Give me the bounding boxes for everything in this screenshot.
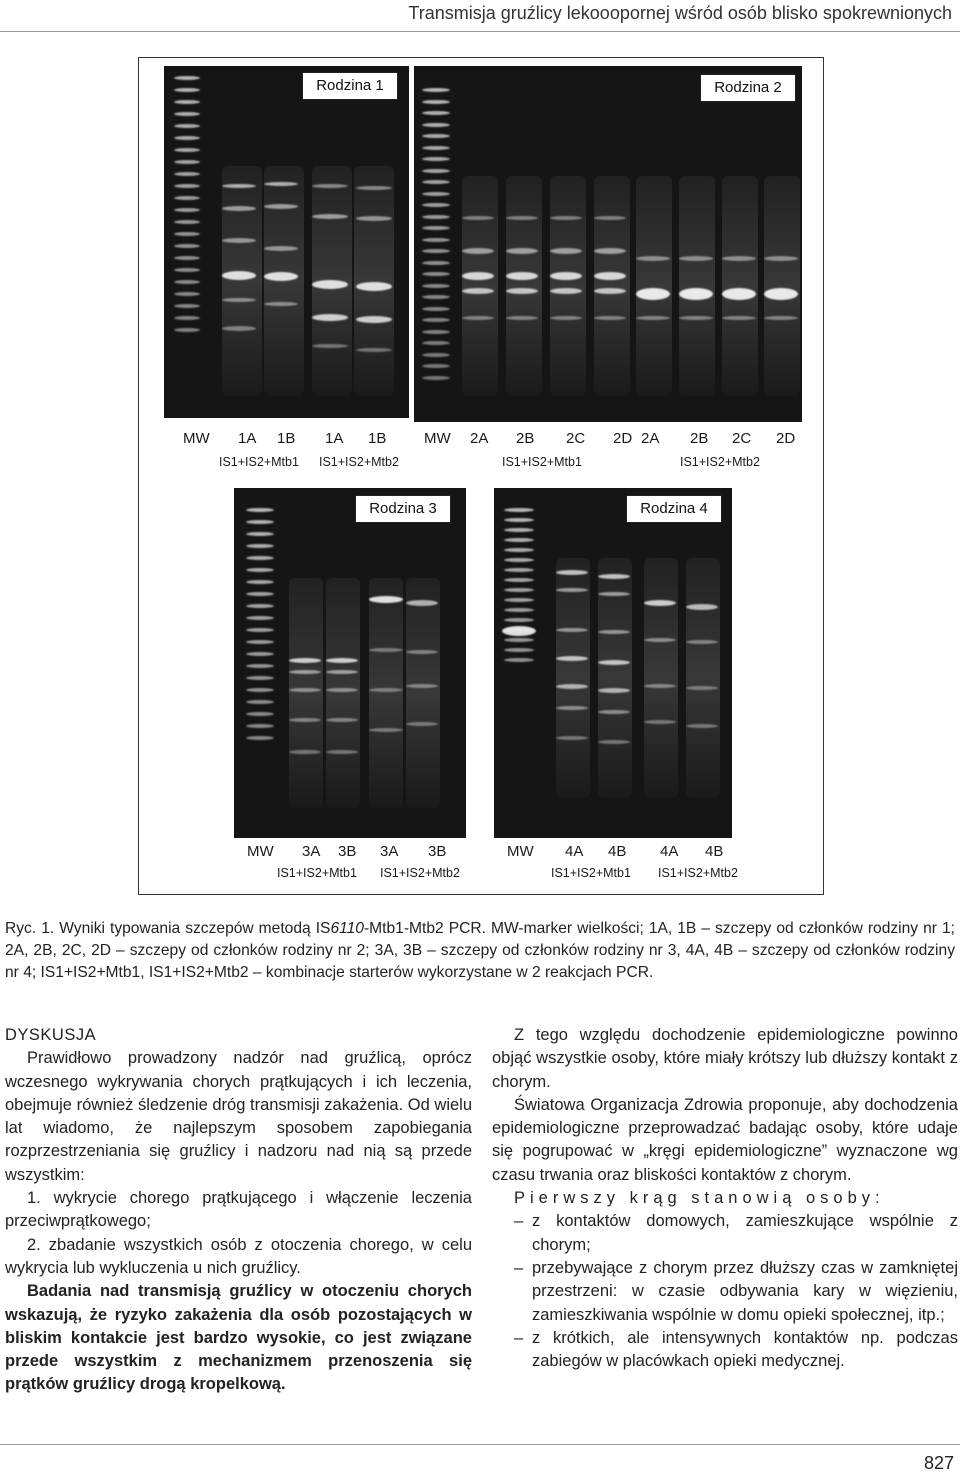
gel-band xyxy=(246,676,274,680)
caption-prefix: Ryc. 1. Wyniki typowania szczepów metodą IS xyxy=(5,920,331,937)
gel-band xyxy=(422,192,450,196)
gel-smear xyxy=(462,176,498,396)
gel-band xyxy=(422,272,450,276)
gel-band xyxy=(686,724,718,728)
gel-band xyxy=(246,628,274,632)
gel-smear xyxy=(679,176,715,396)
gel-band xyxy=(594,216,626,220)
gel-band xyxy=(422,123,450,127)
primer-label: IS1+IS2+Mtb2 xyxy=(380,866,460,880)
gel-band xyxy=(246,604,274,608)
gel-band xyxy=(264,272,298,281)
gel-band xyxy=(289,750,321,754)
gel-band xyxy=(174,316,200,320)
gel-band xyxy=(506,316,538,320)
gel-band xyxy=(764,316,798,320)
gel-band xyxy=(174,244,200,248)
gel-band xyxy=(598,592,630,596)
gel-band xyxy=(422,249,450,253)
gel-band xyxy=(246,580,274,584)
gel-band xyxy=(504,648,534,652)
gel-band xyxy=(644,720,676,724)
dash-text: przebywające z chorym przez dłuższy czas w zamkniętej przestrzeni: w czasie odbywania kary w więzieniu, zamieszkiwania wspólnie w domu opieki społecznej, itp.; xyxy=(532,1258,958,1324)
lane-label: 4A xyxy=(660,843,679,860)
gel-band xyxy=(594,248,626,254)
gel-band xyxy=(686,686,718,690)
gel-band xyxy=(174,256,200,260)
caption-italic: 6110 xyxy=(330,920,364,937)
gel-band xyxy=(504,558,534,562)
gel-band xyxy=(326,688,358,692)
gel-band xyxy=(422,341,450,345)
gel-band xyxy=(222,271,256,280)
lane-label: MW xyxy=(247,843,274,860)
gel-band xyxy=(369,648,403,652)
gel-band xyxy=(462,316,494,320)
gel-band xyxy=(326,750,358,754)
gel-smear xyxy=(369,578,403,808)
gel-band xyxy=(264,204,298,209)
right-column xyxy=(492,1024,958,1373)
gel-band xyxy=(312,314,348,321)
primer-label: IS1+IS2+Mtb1 xyxy=(502,455,582,469)
gel-band xyxy=(406,722,438,726)
dash-text: z kontaktów domowych, zamieszkujące wspólnie z chorym; xyxy=(532,1212,958,1254)
gel-band xyxy=(644,684,676,688)
panel-title-rodzina-3: Rodzina 3 xyxy=(355,495,451,523)
gel-smear xyxy=(764,176,800,396)
gel-band xyxy=(246,532,274,536)
gel-band xyxy=(246,544,274,548)
gel-band xyxy=(289,718,321,722)
gel-band xyxy=(422,146,450,150)
gel-band xyxy=(264,302,298,306)
gel-smear xyxy=(644,558,678,798)
gel-band xyxy=(636,288,670,300)
gel-band xyxy=(679,288,713,300)
gel-band xyxy=(312,184,348,188)
gel-band xyxy=(462,288,494,294)
gel-band xyxy=(504,508,534,512)
list-item: 2. zbadanie wszystkich osób z otoczenia chorego, w celu wykrycia lub wykluczenia u nich gruźlicy. xyxy=(5,1235,472,1277)
gel-band xyxy=(406,600,438,606)
lane-label: 4B xyxy=(705,843,724,860)
panel-title-rodzina-4: Rodzina 4 xyxy=(626,495,722,523)
gel-band xyxy=(312,280,348,289)
gel-band xyxy=(550,216,582,220)
gel-band xyxy=(406,650,438,654)
gel-band xyxy=(504,528,534,532)
gel-band xyxy=(222,298,256,302)
dash-list-item xyxy=(492,1327,958,1374)
gel-band xyxy=(264,182,298,186)
gel-band xyxy=(686,640,718,644)
primer-label: IS1+IS2+Mtb1 xyxy=(551,866,631,880)
gel-smear xyxy=(722,176,758,396)
gel-band xyxy=(764,288,798,300)
gel-band xyxy=(506,288,538,294)
gel-band xyxy=(504,578,534,582)
gel-band xyxy=(422,203,450,207)
lane-label: 2B xyxy=(690,430,709,447)
gel-band xyxy=(598,574,630,579)
gel-smear xyxy=(556,558,590,798)
gel-band xyxy=(246,640,274,644)
left-column xyxy=(5,1024,472,1397)
gel-band xyxy=(556,628,588,632)
gel-band xyxy=(462,216,494,220)
primer-label: IS1+IS2+Mtb1 xyxy=(277,866,357,880)
gel-band xyxy=(289,688,321,692)
gel-band xyxy=(594,288,626,294)
gel-band xyxy=(504,638,534,642)
gel-band xyxy=(506,272,538,280)
gel-band xyxy=(246,712,274,716)
gel-band xyxy=(636,316,670,320)
gel-band xyxy=(356,348,392,352)
gel-band xyxy=(422,284,450,288)
lane-label: 3B xyxy=(428,843,447,860)
running-header: Transmisja gruźlicy lekooopornej wśród osób blisko spokrewnionych xyxy=(408,3,952,23)
gel-band xyxy=(550,248,582,254)
gel-band xyxy=(504,608,534,612)
gel-band xyxy=(174,76,200,80)
gel-band xyxy=(246,556,274,560)
gel-smear xyxy=(264,166,304,396)
gel-band xyxy=(422,169,450,173)
gel-smear xyxy=(406,578,440,808)
gel-band xyxy=(764,256,798,261)
gel-band xyxy=(246,736,274,740)
lane-label: 2C xyxy=(566,430,586,447)
gel-band xyxy=(422,318,450,322)
gel-band xyxy=(679,256,713,261)
primer-label: IS1+IS2+Mtb2 xyxy=(680,455,760,469)
gel-band xyxy=(636,256,670,261)
gel-band xyxy=(246,592,274,596)
gel-band xyxy=(174,184,200,188)
gel-band xyxy=(422,226,450,230)
gel-band xyxy=(506,216,538,220)
dash-symbol: – xyxy=(514,1328,524,1347)
gel-band xyxy=(174,124,200,128)
gel-smear xyxy=(354,166,394,396)
gel-band xyxy=(644,600,676,606)
gel-band xyxy=(174,160,200,164)
primer-label: IS1+IS2+Mtb2 xyxy=(319,455,399,469)
gel-band xyxy=(422,238,450,242)
dash-list-item xyxy=(492,1210,958,1257)
gel-smear xyxy=(594,176,630,396)
figure-caption xyxy=(5,918,955,984)
gel-band xyxy=(594,316,626,320)
gel-band xyxy=(598,740,630,744)
primer-label: IS1+IS2+Mtb1 xyxy=(219,455,299,469)
lane-label: 1A xyxy=(238,430,257,447)
lane-label: 2A xyxy=(470,430,489,447)
gel-smear xyxy=(636,176,672,396)
gel-image-rodzina-3 xyxy=(234,488,466,838)
dash-text: z krótkich, ale intensywnych kontaktów np. podczas zabiegów w placówkach opieki medycznej. xyxy=(532,1328,958,1371)
lane-label: 4A xyxy=(565,843,584,860)
gel-band xyxy=(174,232,200,236)
gel-band xyxy=(422,330,450,334)
gel-smear xyxy=(289,578,323,808)
lane-label: 4B xyxy=(608,843,627,860)
gel-band xyxy=(506,248,538,254)
gel-image-rodzina-1 xyxy=(164,66,409,418)
gel-band xyxy=(504,538,534,542)
gel-band xyxy=(264,246,298,251)
gel-band xyxy=(422,111,450,115)
gel-band xyxy=(422,376,450,380)
gel-band xyxy=(679,316,713,320)
lane-label: 1B xyxy=(368,430,387,447)
gel-band xyxy=(289,658,321,663)
gel-band xyxy=(326,718,358,722)
gel-band xyxy=(174,268,200,272)
gel-band xyxy=(422,100,450,104)
gel-band xyxy=(550,272,582,280)
gel-band xyxy=(556,588,588,592)
gel-band xyxy=(504,548,534,552)
list-item: 1. wykrycie chorego prątkującego i włączenie leczenia przeciwprątkowego; xyxy=(5,1189,472,1231)
gel-band xyxy=(422,364,450,368)
gel-band xyxy=(174,208,200,212)
gel-band xyxy=(356,186,392,190)
lane-label: MW xyxy=(183,430,210,447)
caption-suffix: -Mtb1-Mtb2 PCR. MW-marker wielkości; 1A, 1B – szczepy od członków rodziny nr 1; 2A, 2B, 2C, 2D – szczepy od członków rodziny nr 2; 3A, 3B – szczepy od członków rodziny nr 3, 4A, 4B – szczepy od członków rodziny nr 4; IS1+IS2+Mtb1, IS1+IS2+Mtb2 – kombinacje starterów wykorzystane w 2 reakcjach PCR. xyxy=(5,920,955,981)
lane-label: 3A xyxy=(380,843,399,860)
gel-band xyxy=(326,658,358,663)
lane-label: 3A xyxy=(302,843,321,860)
gel-band xyxy=(174,100,200,104)
lane-label: 2D xyxy=(613,430,633,447)
gel-image-rodzina-2 xyxy=(414,66,802,422)
header-rule xyxy=(0,31,960,32)
gel-band xyxy=(174,112,200,116)
gel-band xyxy=(326,670,358,674)
gel-band xyxy=(174,196,200,200)
gel-band xyxy=(246,664,274,668)
gel-band xyxy=(422,295,450,299)
dash-list-item xyxy=(492,1257,958,1327)
gel-band xyxy=(722,316,756,320)
gel-band xyxy=(504,658,534,662)
gel-band xyxy=(594,272,626,280)
paragraph: Światowa Organizacja Zdrowia proponuje, aby dochodzenia epidemiologiczne przeprowadzać badając osoby, które udaje się pogrupować w „kręgi epidemiologiczne” wyznaczone wg czasu trwania oraz bliskości kontaktów z chorym. xyxy=(492,1095,958,1184)
lane-label: 2A xyxy=(641,430,660,447)
gel-band xyxy=(556,570,588,575)
lane-label: 2C xyxy=(732,430,752,447)
gel-band xyxy=(504,588,534,592)
gel-band xyxy=(462,248,494,254)
gel-band xyxy=(504,568,534,572)
gel-band xyxy=(246,568,274,572)
gel-band xyxy=(422,134,450,138)
gel-band xyxy=(462,272,494,280)
gel-band xyxy=(174,220,200,224)
gel-band xyxy=(550,316,582,320)
gel-band xyxy=(502,626,536,636)
dash-symbol: – xyxy=(514,1212,524,1231)
gel-band xyxy=(598,630,630,634)
gel-band xyxy=(246,508,274,512)
gel-band xyxy=(174,292,200,296)
gel-band xyxy=(422,261,450,265)
gel-band xyxy=(356,216,392,221)
gel-band xyxy=(174,280,200,284)
panel-title-rodzina-1: Rodzina 1 xyxy=(302,72,398,100)
lane-label: MW xyxy=(507,843,534,860)
gel-band xyxy=(174,328,200,332)
gel-image-rodzina-4 xyxy=(494,488,732,838)
gel-band xyxy=(312,214,348,219)
bold-paragraph: Badania nad transmisją gruźlicy w otoczeniu chorych wskazują, że ryzyko zakażenia dla osób pozostających w bliskim kontakcie jest bardzo wysokie, co jest związane przede wszystkim z mechanizmem przenoszenia się prątków gruźlicy drogą kropelkową. xyxy=(5,1282,472,1394)
dash-symbol: – xyxy=(514,1258,524,1277)
spaced-heading: Pierwszy krąg stanowią osoby: xyxy=(514,1189,885,1208)
gel-band xyxy=(422,307,450,311)
gel-band xyxy=(422,88,450,92)
gel-band xyxy=(369,728,403,732)
gel-band xyxy=(369,688,403,692)
gel-band xyxy=(222,184,256,188)
gel-band xyxy=(246,700,274,704)
gel-band xyxy=(598,660,630,665)
gel-band xyxy=(222,206,256,211)
gel-band xyxy=(686,604,718,610)
gel-band xyxy=(598,688,630,693)
gel-band xyxy=(246,652,274,656)
gel-band xyxy=(174,148,200,152)
gel-smear xyxy=(222,166,262,396)
gel-band xyxy=(504,518,534,522)
gel-band xyxy=(174,304,200,308)
gel-band xyxy=(246,724,274,728)
gel-band xyxy=(174,88,200,92)
gel-band xyxy=(246,616,274,620)
gel-band xyxy=(422,180,450,184)
gel-band xyxy=(174,136,200,140)
gel-band xyxy=(422,353,450,357)
gel-band xyxy=(556,736,588,740)
lane-label: 1A xyxy=(325,430,344,447)
gel-smear xyxy=(326,578,360,808)
panel-title-rodzina-2: Rodzina 2 xyxy=(700,74,796,102)
lane-label: MW xyxy=(424,430,451,447)
gel-band xyxy=(174,172,200,176)
gel-band xyxy=(422,157,450,161)
gel-band xyxy=(222,238,256,243)
gel-band xyxy=(246,688,274,692)
gel-band xyxy=(556,706,588,710)
section-heading: DYSKUSJA xyxy=(5,1026,97,1044)
gel-band xyxy=(722,256,756,261)
footer-rule xyxy=(0,1444,960,1445)
gel-band xyxy=(406,684,438,688)
page-number: 827 xyxy=(923,1453,954,1473)
gel-smear xyxy=(506,176,542,396)
gel-band xyxy=(504,618,534,622)
gel-band xyxy=(356,282,392,291)
gel-band xyxy=(556,656,588,661)
gel-band xyxy=(550,288,582,294)
gel-band xyxy=(422,215,450,219)
lane-label: 2B xyxy=(516,430,535,447)
gel-band xyxy=(222,326,256,331)
gel-band xyxy=(722,288,756,300)
primer-label: IS1+IS2+Mtb2 xyxy=(658,866,738,880)
gel-smear xyxy=(686,558,720,798)
gel-band xyxy=(289,670,321,674)
gel-band xyxy=(504,598,534,602)
lane-label: 2D xyxy=(776,430,796,447)
gel-band xyxy=(312,344,348,348)
gel-band xyxy=(644,638,676,642)
gel-band xyxy=(356,316,392,323)
lane-label: 1B xyxy=(277,430,296,447)
paragraph: Z tego względu dochodzenie epidemiologiczne powinno objąć wszystkie osoby, które miały krótszy lub dłuższy kontakt z chorym. xyxy=(492,1026,958,1091)
gel-smear xyxy=(550,176,586,396)
lane-label: 3B xyxy=(338,843,357,860)
gel-band xyxy=(246,520,274,524)
gel-band xyxy=(556,684,588,689)
gel-band xyxy=(369,596,403,603)
gel-band xyxy=(598,710,630,714)
paragraph: Prawidłowo prowadzony nadzór nad gruźlicą, oprócz wczesnego wykrywania chorych prątkujących i ich leczenia, obejmuje również śledzenie dróg transmisji zakażenia. Od wielu lat wiadomo, że najlepszym sposobem zapobiegania rozprzestrzeniania się gruźlicy i nadzoru nad nią są przede wszystkim: xyxy=(5,1049,472,1184)
